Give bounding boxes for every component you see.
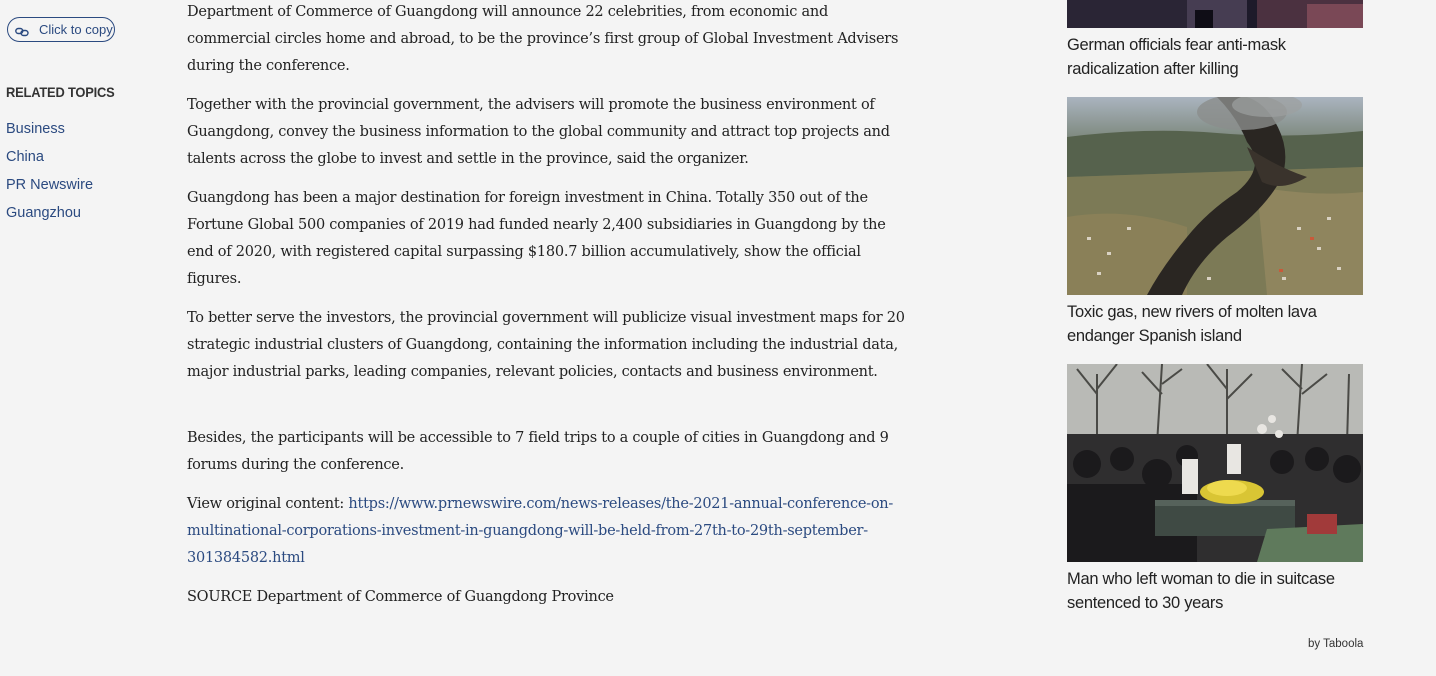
article-paragraph: To better serve the investors, the provincial government will publicize visual investment maps for 20 strategic industrial clusters of Guangdong, containing the information including the industrial data, major industrial parks, leading companies, relevant policies, contacts and business environment. xyxy=(187,310,905,380)
view-original-paragraph xyxy=(187,491,912,572)
article-paragraph: Guangdong has been a major destination for foreign investment in China. Totally 350 out of the Fortune Global 500 companies of 2019 had funded nearly 2,400 subsidiaries in Guangdong by the end of 2020, with registered capital surpassing $180.7 billion accumulatively, show the official figures. xyxy=(187,190,886,287)
link-icon xyxy=(15,25,29,35)
taboola-attribution[interactable]: by Taboola xyxy=(1308,638,1364,650)
story-caption[interactable]: German officials fear anti-mask radicalization after killing xyxy=(1067,36,1286,78)
story-caption[interactable]: Man who left woman to die in suitcase sentenced to 30 years xyxy=(1067,570,1335,612)
click-to-copy-button[interactable] xyxy=(7,17,115,42)
topic-link-guangzhou[interactable]: Guangzhou xyxy=(6,205,81,221)
related-topics-list xyxy=(6,121,93,233)
view-original-prefix: View original content: xyxy=(187,496,349,512)
view-original-link[interactable]: https://www.prnewswire.com/news-releases/the-2021-annual-conference-on-multinational-corporations-investment-in-guangdong-will-be-held-from-27th-to-29th-september-301384582.html xyxy=(187,496,894,566)
story-thumbnail-mask-protest[interactable] xyxy=(1067,0,1363,28)
article-paragraph: Together with the provincial government, the advisers will promote the business environment of Guangdong, convey the business information to the global community and attract top projects and talents across the globe to invest and settle in the province, said the organizer. xyxy=(187,97,890,167)
story-thumbnail-lava[interactable] xyxy=(1067,97,1363,295)
topic-link-china[interactable]: China xyxy=(6,149,44,165)
topic-link-business[interactable]: Business xyxy=(6,121,65,137)
story-caption[interactable]: Toxic gas, new rivers of molten lava endanger Spanish island xyxy=(1067,303,1317,345)
article-paragraph: Department of Commerce of Guangdong will announce 22 celebrities, from economic and commercial circles home and abroad, to be the province’s first group of Global Investment Advisers during the conference. xyxy=(187,4,899,74)
click-to-copy-label: Click to copy xyxy=(39,22,113,37)
article-paragraph: Besides, the participants will be accessible to 7 field trips to a couple of cities in Guangdong and 9 forums during the conference. xyxy=(187,430,889,473)
topic-link-pr-newswire[interactable]: PR Newswire xyxy=(6,177,94,193)
source-line: SOURCE Department of Commerce of Guangdong Province xyxy=(187,589,614,605)
related-topics-heading: RELATED TOPICS xyxy=(6,84,115,100)
story-thumbnail-funeral[interactable] xyxy=(1067,364,1363,562)
